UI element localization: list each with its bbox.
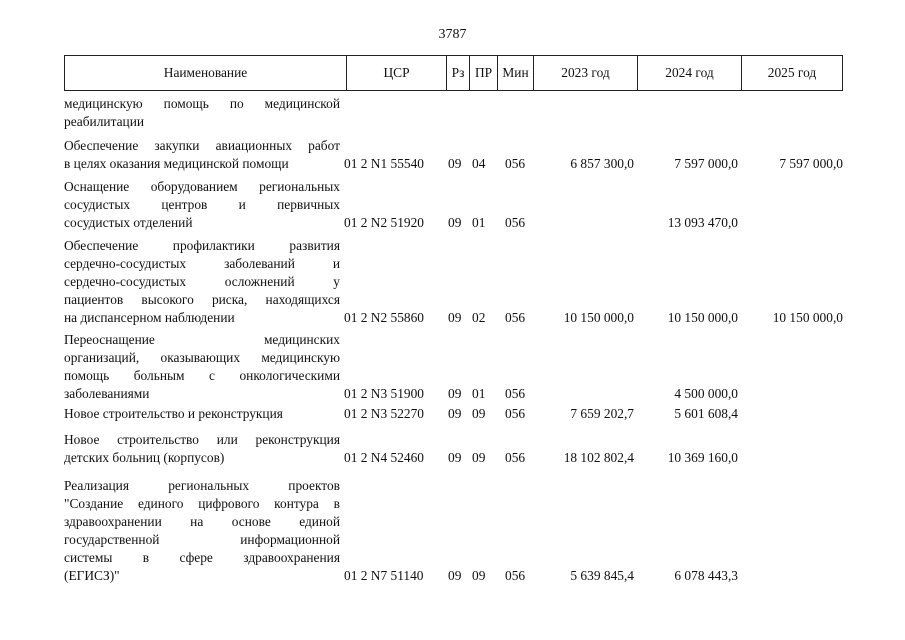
row-name [64, 137, 340, 173]
table-row [64, 477, 843, 585]
row-pr: 09 [472, 568, 486, 583]
row-name-line: пациентов высокого риска, находящихся [64, 292, 340, 307]
header-csr: ЦСР [346, 56, 446, 90]
row-csr: 01 2 N2 55860 [344, 310, 424, 325]
row-2023: 5 639 845,4 [570, 568, 634, 583]
row-2024: 13 093 470,0 [667, 215, 738, 230]
row-name [64, 405, 340, 423]
row-min: 056 [505, 215, 526, 230]
row-name-line: сосудистых центров и первичных [64, 197, 340, 212]
row-min: 056 [505, 450, 526, 465]
header-name: Наименование [163, 65, 248, 80]
row-csr: 01 2 N1 55540 [344, 156, 424, 171]
header-min: Мин [497, 56, 533, 90]
table-row [64, 331, 843, 403]
table-row [64, 237, 843, 327]
table-header [64, 55, 843, 91]
row-2024: 10 369 160,0 [667, 450, 738, 465]
row-name-line: сосудистых отделений [64, 215, 193, 230]
row-name-line: медицинскую помощь по медицинской [64, 96, 340, 111]
row-2024: 6 078 443,3 [674, 568, 738, 583]
row-name-line: сердечно-сосудистых осложнений у [64, 274, 340, 289]
row-2024: 10 150 000,0 [667, 310, 738, 325]
row-name-line: детских больниц (корпусов) [64, 450, 225, 465]
row-2023: 7 659 202,7 [570, 406, 634, 421]
row-name-line: Обеспечение профилактики развития [64, 238, 340, 253]
row-name-line: на диспансерном наблюдении [64, 310, 235, 325]
row-name-line: реабилитации [64, 114, 145, 129]
page-number: 3787 [438, 27, 467, 42]
row-rz: 09 [448, 450, 462, 465]
row-name [64, 95, 340, 131]
row-pr: 02 [472, 310, 486, 325]
row-name [64, 237, 340, 327]
budget-table [64, 55, 843, 583]
header-2024: 2024 год [637, 56, 741, 90]
row-rz: 09 [448, 156, 462, 171]
row-csr: 01 2 N3 51900 [344, 386, 424, 401]
row-name [64, 331, 340, 403]
row-name-line: Реализация региональных проектов [64, 478, 340, 493]
table-row [64, 95, 843, 131]
row-pr: 09 [472, 406, 486, 421]
row-min: 056 [505, 156, 526, 171]
header-rz: Рз [446, 56, 469, 90]
row-2025: 10 150 000,0 [772, 310, 843, 325]
row-rz: 09 [448, 568, 462, 583]
row-csr: 01 2 N4 52460 [344, 450, 424, 465]
row-name-line: Обеспечение закупки авиационных работ [64, 138, 340, 153]
row-name-line: государственной информационной [64, 532, 340, 547]
row-csr: 01 2 N2 51920 [344, 215, 424, 230]
table-row [64, 178, 843, 232]
row-name-line: Переоснащение медицинских [64, 332, 340, 347]
row-name-line: Оснащение оборудованием региональных [64, 179, 340, 194]
row-2024: 5 601 608,4 [674, 406, 738, 421]
row-pr: 01 [472, 386, 486, 401]
row-pr: 01 [472, 215, 486, 230]
row-2024: 7 597 000,0 [674, 156, 738, 171]
row-rz: 09 [448, 406, 462, 421]
row-name-line: в целях оказания медицинской помощи [64, 156, 289, 171]
row-name [64, 178, 340, 232]
row-name-line: (ЕГИСЗ)" [64, 568, 120, 583]
row-name-line: Новое строительство и реконструкция [64, 406, 283, 421]
row-pr: 04 [472, 156, 486, 171]
row-min: 056 [505, 386, 526, 401]
row-pr: 09 [472, 450, 486, 465]
header-2023: 2023 год [533, 56, 637, 90]
row-name-line: "Создание единого цифрового контура в [64, 496, 340, 511]
row-2023: 10 150 000,0 [563, 310, 634, 325]
header-2025: 2025 год [741, 56, 842, 90]
row-csr: 01 2 N7 51140 [344, 568, 424, 583]
row-2023: 6 857 300,0 [570, 156, 634, 171]
row-name-line: здравоохранении на основе единой [64, 514, 340, 529]
row-2023: 18 102 802,4 [563, 450, 634, 465]
row-name-line: сердечно-сосудистых заболеваний и [64, 256, 340, 271]
table-row [64, 431, 843, 467]
row-2025: 7 597 000,0 [779, 156, 843, 171]
row-min: 056 [505, 310, 526, 325]
row-name-line: помощь больным с онкологическими [64, 368, 340, 383]
row-name-line: системы в сфере здравоохранения [64, 550, 340, 565]
row-name [64, 431, 340, 467]
row-2024: 4 500 000,0 [674, 386, 738, 401]
row-name-line: организаций, оказывающих медицинскую [64, 350, 340, 365]
row-min: 056 [505, 406, 526, 421]
row-csr: 01 2 N3 52270 [344, 406, 424, 421]
header-pr: ПР [469, 56, 497, 90]
row-name-line: Новое строительство или реконструкция [64, 432, 340, 447]
row-rz: 09 [448, 215, 462, 230]
row-name [64, 477, 340, 585]
row-min: 056 [505, 568, 526, 583]
row-rz: 09 [448, 310, 462, 325]
row-rz: 09 [448, 386, 462, 401]
table-row [64, 137, 843, 173]
row-name-line: заболеваниями [64, 386, 150, 401]
table-row [64, 405, 843, 423]
